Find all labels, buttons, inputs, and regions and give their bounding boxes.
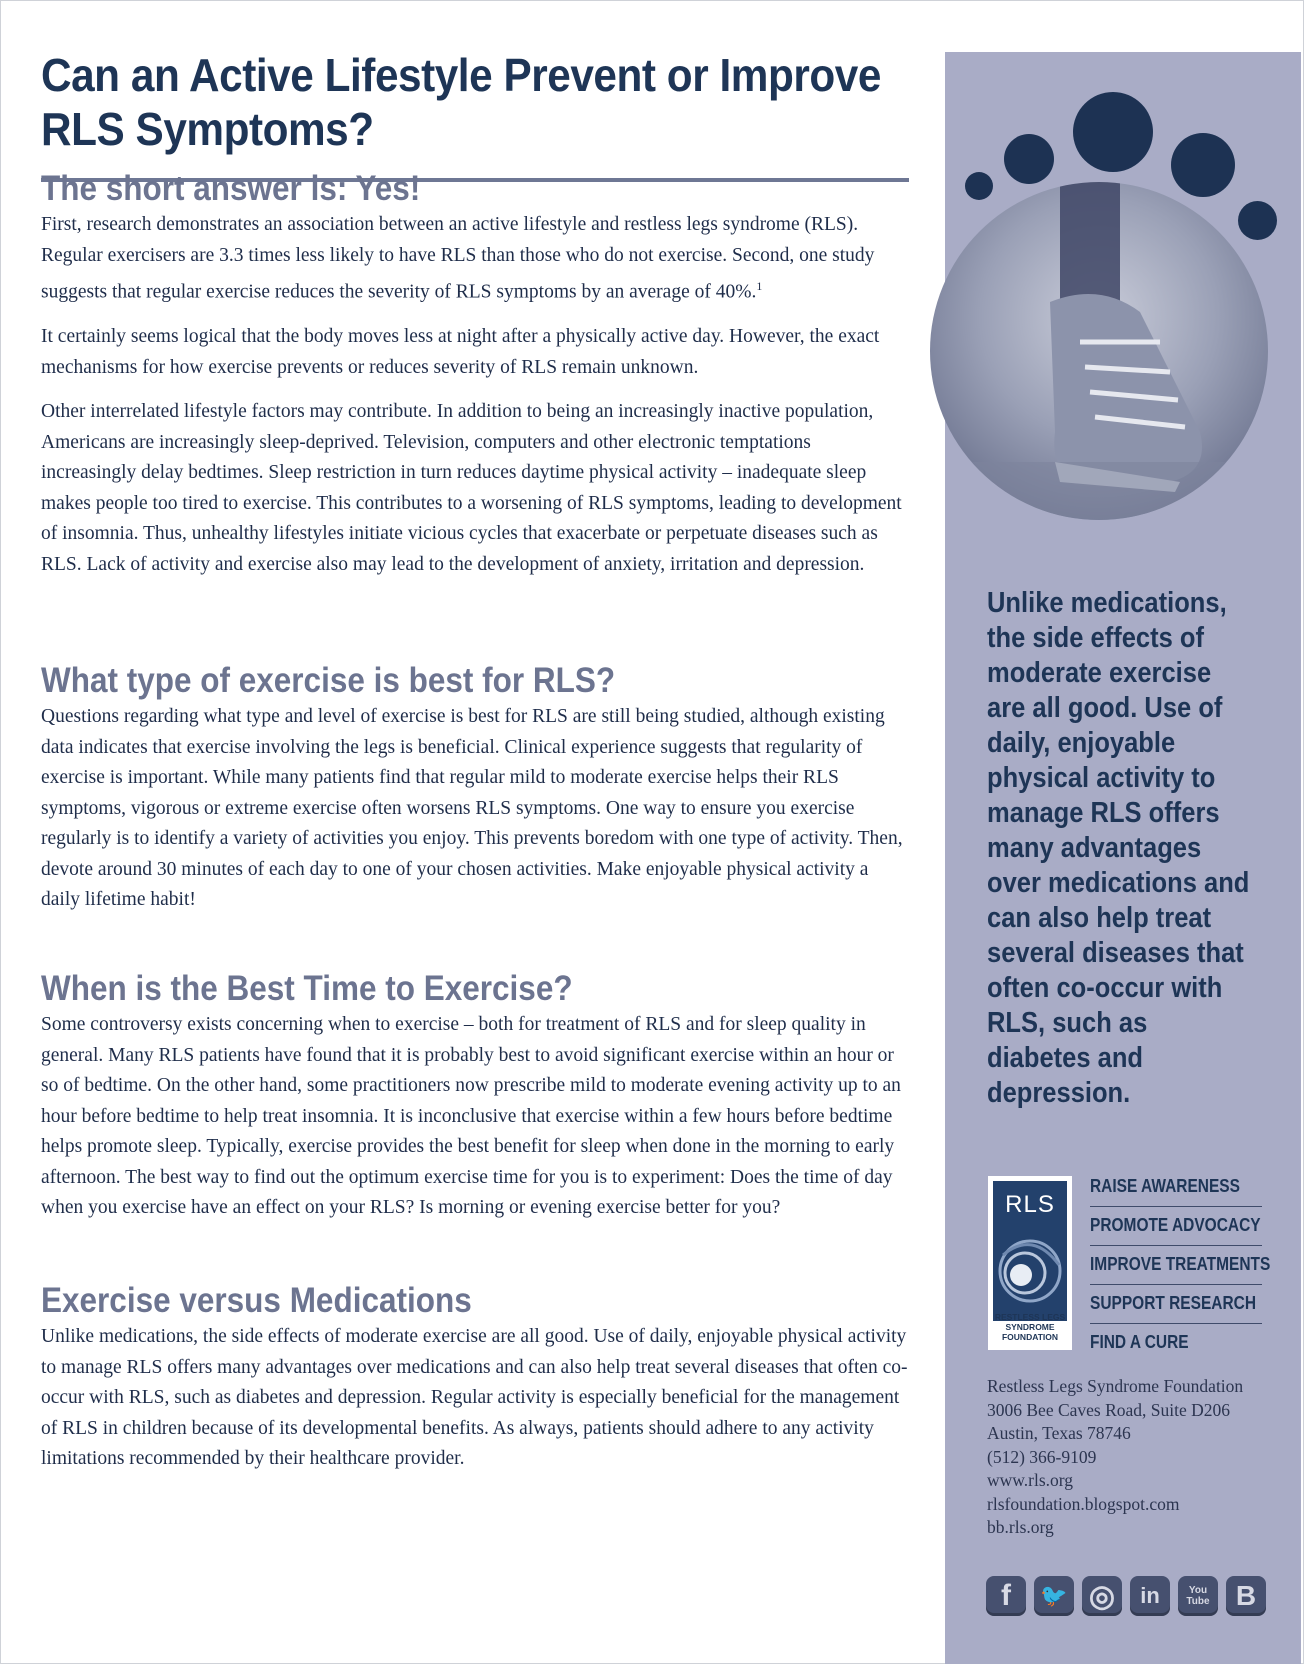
paragraph — [41, 210, 909, 308]
logo-caption-line: SYNDROME — [1005, 1322, 1055, 1332]
logo-swirl-icon — [993, 1225, 1067, 1325]
bulletin-board-link[interactable]: bb.rls.org — [987, 1517, 1054, 1537]
blog-link[interactable]: rlsfoundation.blogspot.com — [987, 1493, 1180, 1514]
paragraph: Questions regarding what type and level of exercise is best for RLS are still being studied, although existing data indicates that exercise involving the legs is beneficial. Clinical experience suggests that regularity of exercise is important. While many patients find that regular mild to moderate exercise helps their RLS symptoms, vigorous or extreme exercise often worsens RLS symptoms. One way to ensure you exercise regularly is to identify a variety of activities you enjoy. This prevents boredom with one type of activity. Then, devote around 30 minutes of each day to one of your chosen activities. Make enjoyable physical activity a daily lifetime habit! — [41, 706, 903, 910]
city-state-zip: Austin, Texas 78746 — [987, 1423, 1131, 1443]
blogger-icon[interactable]: B — [1226, 1576, 1266, 1616]
logo-caption — [988, 1312, 1072, 1342]
street-address: 3006 Bee Caves Road, Suite D206 — [987, 1399, 1231, 1420]
shoe-illustration — [930, 182, 1268, 520]
main-column — [41, 48, 909, 156]
section-heading: Exercise versus Medications — [41, 1281, 472, 1320]
footprint-toe-dot — [1238, 201, 1277, 240]
paragraph: It certainly seems logical that the body moves less at night after a physically active day. However, the exact mechanisms for how exercise prevents or reduces severity of RLS remain unknown. — [41, 326, 880, 378]
instagram-icon[interactable]: ◎ — [1082, 1576, 1122, 1616]
running-shoe-photo — [930, 182, 1268, 520]
mission-label: SUPPORT RESEARCH — [1090, 1293, 1257, 1313]
org-name: Restless Legs Syndrome Foundation — [987, 1376, 1244, 1396]
page-title: Can an Active Lifestyle Prevent or Improve RLS Symptoms? — [41, 49, 881, 155]
mission-item — [1090, 1324, 1262, 1362]
facebook-icon[interactable]: f — [986, 1576, 1026, 1616]
mission-list — [1090, 1168, 1271, 1362]
youtube-icon[interactable]: You Tube — [1178, 1576, 1218, 1616]
mission-label: IMPROVE TREATMENTS — [1090, 1254, 1271, 1274]
logo-caption-line: RESTLESS LEGS — [994, 1312, 1066, 1322]
section-short-answer — [41, 168, 909, 594]
paragraph-text: First, research demonstrates an association between an active lifestyle and restless legs syndrome (RLS). Regular exercisers are 3.3 times less likely to have RLS than those who do not exercise. Second, one study suggests that regular exercise reduces the severity of RLS symptoms by an average of 40%. — [41, 214, 875, 303]
mission-item — [1090, 1168, 1262, 1207]
paragraph: Other interrelated lifestyle factors may contribute. In addition to being an increasingly inactive population, Americans are increasingly sleep-deprived. Television, computers and other electronic temptations increasingly delay bedtimes. Sleep restriction in turn reduces daytime physical activity – inadequate sleep makes people too tired to exercise. This contributes to a worsening of RLS symptoms, leading to development of insomnia. Thus, unhealthy lifestyles initiate vicious cycles that exacerbate or perpetuate diseases such as RLS. Lack of activity and exercise also may lead to the development of anxiety, irritation and depression. — [41, 401, 902, 575]
footprint-toe-dot — [1004, 134, 1054, 184]
footprint-toe-dot — [1171, 133, 1235, 197]
linkedin-icon[interactable]: in — [1130, 1576, 1170, 1616]
website-link[interactable]: www.rls.org — [987, 1470, 1074, 1490]
mission-label: FIND A CURE — [1090, 1332, 1189, 1352]
footnote-marker: 1 — [756, 279, 763, 293]
mission-label: RAISE AWARENESS — [1090, 1176, 1240, 1196]
social-icons — [986, 1576, 1266, 1620]
logo-abbreviation: RLS — [1005, 1191, 1055, 1218]
section-heading: What type of exercise is best for RLS? — [41, 661, 616, 700]
mission-item — [1090, 1285, 1262, 1324]
twitter-icon[interactable]: 🐦 — [1034, 1576, 1074, 1616]
paragraph: Some controversy exists concerning when to exercise – both for treatment of RLS and for sleep quality in general. Many RLS patients have found that it is probably best to avoid significant exercise within an hour or so of bedtime. On the other hand, some practitioners now prescribe mild to moderate evening activity up to an hour before bedtime to help treat insomnia. It is inconclusive that exercise within a few hours before bedtime helps promote sleep. Typically, exercise provides the best benefit for sleep when done in the morning to early afternoon. The best way to find out the optimum exercise time for you is to experiment: Does the time of day when you exercise have an effect on your RLS? Is morning or evening exercise better for you? — [41, 1014, 901, 1218]
section-exercise-vs-medications — [41, 1280, 909, 1489]
section-exercise-type — [41, 660, 909, 930]
phone-number: (512) 366-9109 — [987, 1446, 1097, 1467]
pull-quote: Unlike medications, the side effects of moderate exercise are all good. Use of daily, enjoyable physical activity to manage RLS offers many advantages over medications and can also help treat several diseases that often co-occur with RLS, such as diabetes and depression. — [987, 587, 1250, 1109]
section-heading: When is the Best Time to Exercise? — [41, 969, 573, 1008]
mission-item — [1090, 1207, 1262, 1246]
rls-foundation-logo[interactable] — [988, 1176, 1072, 1350]
section-best-time — [41, 968, 909, 1238]
contact-address — [987, 1375, 1287, 1540]
mission-item — [1090, 1246, 1271, 1285]
section-heading: The short answer is: Yes! — [41, 169, 421, 208]
footprint-toe-dot — [965, 172, 993, 200]
mission-label: PROMOTE ADVOCACY — [1090, 1215, 1261, 1235]
logo-caption-line: FOUNDATION — [1001, 1332, 1059, 1342]
paragraph: Unlike medications, the side effects of moderate exercise are all good. Use of daily, enjoyable physical activity to manage RLS offers many advantages over medications and can also help treat several diseases that often co-occur with RLS, such as diabetes and depression. Regular activity is especially beneficial for the management of RLS in children because of its developmental benefits. As always, patients should adhere to any activity limitations recommended by their healthcare provider. — [41, 1326, 908, 1469]
footprint-toe-dot — [1073, 92, 1153, 172]
logo-panel — [993, 1181, 1067, 1321]
